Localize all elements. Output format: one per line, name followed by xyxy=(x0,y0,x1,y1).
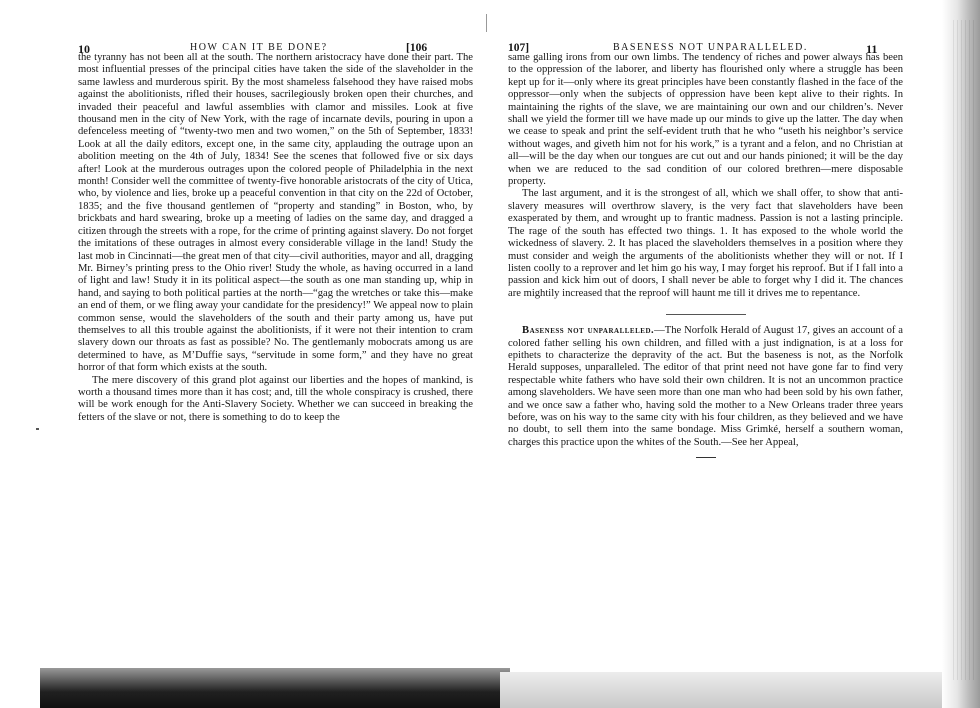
section-heading: Baseness not unparalleled. xyxy=(522,325,655,337)
right-page-number: 11 xyxy=(866,42,878,56)
left-page-header xyxy=(78,28,473,56)
scan-shadow-right xyxy=(500,672,980,708)
section-text: —The Norfolk Herald of August 17, gives an account of a colored father selling his own children, and filled with a just indignation, is at a loss for epithets to characterize the depravity of the act. But the baseness is not, as the Norfolk Herald supposes, unparalleled. The editor of that print need not have gone far to find very respectable white fathers who have sold their own children. It is not an uncommon practice among slaveholders. We have seen more than one man who had been sold by his own father, and we once saw a father who, having sold the mother to a New Orleans trader three years before, was on his way to the same city with his four children, as they believed and we have no doubt, to sell them into the same bondage. Miss Grimké, herself a southern woman, charges this practice upon the whites of the South.—See her Appeal, xyxy=(508,325,903,448)
right-running-head: BASENESS NOT UNPARALLELED. xyxy=(613,42,808,53)
left-page-body xyxy=(78,52,473,424)
book-edge-pages xyxy=(950,20,976,680)
section-divider xyxy=(666,314,746,315)
right-bracket-number: 107] xyxy=(508,42,530,54)
right-paragraph-2: The last argument, and it is the strongest of all, which we shall offer, to show that anti-slavery measures will overthrow slavery, is the very fact that slaveholders have been exasperated by them, and wrought up to frantic madness. Passion is not a lasting principle. The rage of the south has effected two things. 1. It has exposed to the whole world the wickedness of slavery. 2. It has placed the slaveholders themselves in a position where they must consider and weigh the arguments of the abolitionists whether they will or not. If I listen coolly to a reprover and let him go his way, I may forget his reproof. But if I fall into a passion and kick him out of doors, I shall never be able to forget why I did it. The chances are mightily increased that the reproof will haunt me till it drives me to repentance. xyxy=(508,188,903,299)
right-page-body xyxy=(508,52,903,458)
gutter-mark xyxy=(486,14,487,32)
bottom-rule xyxy=(696,457,716,458)
left-page xyxy=(78,28,473,636)
left-paragraph-2: The mere discovery of this grand plot against our liberties and the hopes of mankind, is worth a thousand times more than it has cost; and, till the whole conspiracy is crushed, there will be work enough for the Anti-Slavery Society. Whether we can succeed in breaking the fetters of the slave or not, there is something to do to keep the xyxy=(78,374,473,423)
right-page xyxy=(508,28,903,636)
left-running-head: HOW CAN IT BE DONE? xyxy=(190,42,328,53)
right-page-header xyxy=(508,28,903,56)
left-paragraph-1: the tyranny has not been all at the south. The northern aristocracy have done their part. The most influential presses of the principal cities have taken the side of the slaveholder in the same lawless and murderous spirit. By the most shameless falsehood they have raised mobs against the abolitionists, rifled their houses, sacrilegiously broken open their churches, and invaded their peaceful and lawful assemblies with clamor and missiles. Look at five thousand men in the city of New York, with the rage of incarnate devils, pouring in upon a defenceless meeting of “twenty-two men and two women,” on the 5th of September, 1833! Look at all the daily editors, except one, in the same city, applauding the outrage upon an abolition meeting on the 4th of July, 1834! See the scenes that followed five or six days after! Look at the murderous outrages upon the colored people of Philadelphia in the next month! Consider well the committee of twenty-five honorable aristocrats of the city of Utica, who, by violence and lies, broke up a peaceful convention in that city on the 22d of October, 1835; and the five thousand gentlemen of “property and standing” in Boston, who, by brickbats and hard swearing, broke up a meeting of ladies on the same day, and dragged a citizen through the streets with a rope, for the crime of printing against slavery. Do not forget the imitations of these outrages in almost every considerable village in the land! Study the last mob in Cincinnati—the great men of that city—civil authorities, mayor and all, dragging Mr. Birney’s printing press to the Ohio river! Study the whole, as having occurred in a land of light and law! Study it in its political aspect—the south as one man standing up, whip in hand, and saying to both political parties at the north—“gag the wretches or take this—make an end of them, or we fling away your candidate for the presidency!” We appeal now to plain common sense, would the slaveholders of the south and their party among us, have put themselves to all this trouble against the abolitionists, if it were not their intention to cram slavery down our throats as fast as possible? No. The gentlemanly mobocrats among us are determined to have, as M’Duffie says, “servitude in some form,” and they have no great horror of that form which exists at the south. xyxy=(78,52,473,374)
margin-speck xyxy=(36,428,39,430)
right-section-paragraph xyxy=(508,325,903,449)
scan-shadow-left xyxy=(40,668,510,708)
right-paragraph-1: same galling irons from our own limbs. The tendency of riches and power always has been to the oppression of the laborer, and liberty has flourished only where a struggle has been kept up for it—only where its great principles have been constantly flashed in the face of the oppressor—only when the subjects of oppression have been kept alive to their rights. In maintaining the rights of the slave, we are maintaining our own and our children’s. Never shall we yield the former till we have made up our minds to give up the latter. The day when we cease to speak and print the self-evident truth that he who “useth his neighbor’s service without wages, and giveth him not for his work,” is a tyrant and a felon, and no Christian at all—will be the day when our tongues are cut out and our hands pinioned; it will be the day when we are reduced to the sad condition of our colored brethren—mere disposable property. xyxy=(508,52,903,188)
left-bracket-number: [106 xyxy=(406,42,428,54)
left-page-number: 10 xyxy=(78,42,90,56)
